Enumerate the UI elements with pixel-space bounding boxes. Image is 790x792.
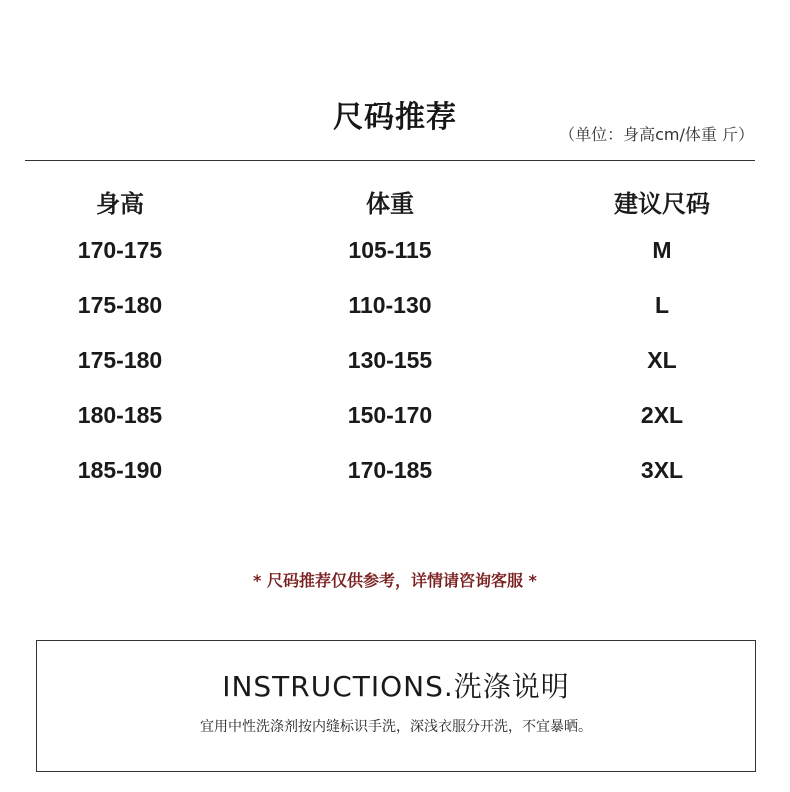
size-cell: 2XL <box>640 402 684 428</box>
size-cell: 3XL <box>640 457 684 483</box>
table-row <box>0 457 790 491</box>
height-cell: 185-190 <box>77 457 163 483</box>
instructions-box <box>36 640 756 772</box>
weight-cell: 170-185 <box>347 457 433 483</box>
size-cell: L <box>654 292 670 318</box>
weight-cell: 105-115 <box>348 237 432 263</box>
height-cell: 175-180 <box>77 347 163 373</box>
instructions-title: INSTRUCTIONS.洗涤说明 <box>222 670 570 703</box>
column-header-size: 建议尺码 <box>614 190 710 218</box>
table-row <box>0 292 790 326</box>
weight-cell: 130-155 <box>347 347 433 373</box>
column-header-weight: 体重 <box>366 190 414 218</box>
table-row <box>0 347 790 381</box>
size-disclaimer: * 尺码推荐仅供参考，详情请咨询客服 * <box>253 571 537 590</box>
height-cell: 175-180 <box>77 292 163 318</box>
table-row <box>0 237 790 271</box>
column-header-height: 身高 <box>96 190 144 218</box>
table-row <box>0 402 790 436</box>
size-cell: XL <box>647 347 677 373</box>
instructions-text: 宜用中性洗涤剂按内缝标识手洗，深浅衣服分开洗，不宜暴晒。 <box>200 719 592 735</box>
table-header-row <box>0 184 790 218</box>
weight-cell: 150-170 <box>347 402 433 428</box>
unit-note: （单位：身高cm/体重 斤） <box>559 125 754 144</box>
weight-cell: 110-130 <box>348 292 432 318</box>
size-cell: M <box>652 237 672 263</box>
header-divider <box>25 160 755 161</box>
height-cell: 170-175 <box>77 237 163 263</box>
page-title: 尺码推荐 <box>333 100 457 135</box>
height-cell: 180-185 <box>77 402 163 428</box>
